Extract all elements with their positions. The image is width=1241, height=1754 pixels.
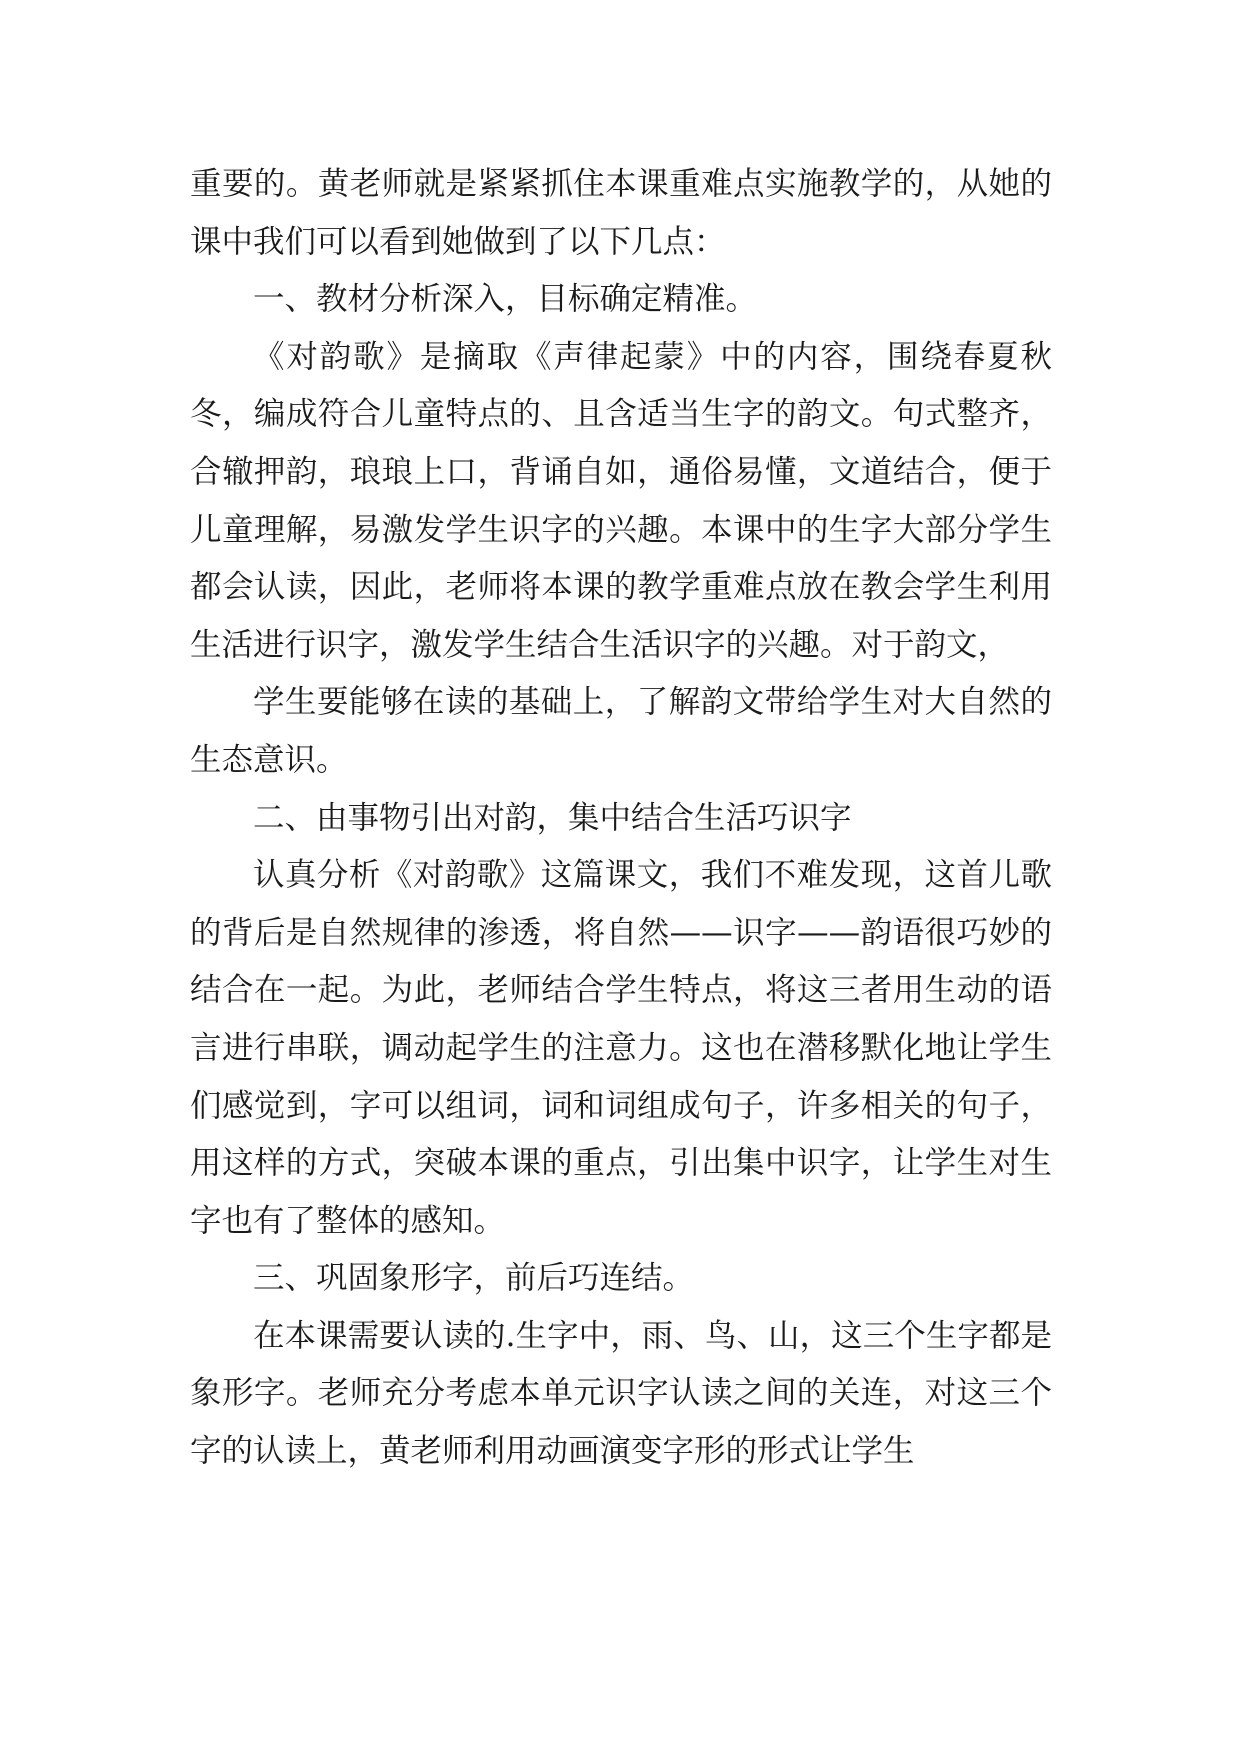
paragraph-intro: 重要的。黄老师就是紧紧抓住本课重难点实施教学的，从她的课中我们可以看到她做到了以下几点： [190,166,1052,260]
paragraph-pictographs: 在本课需要认读的.生字中，雨、鸟、山，这三个生字都是象形字。老师充分考虑本单元识字认读之间的关连，对这三个字的认读上，黄老师利用动画演变字形的形式让学生 [190,1317,1052,1470]
document-body [190,156,1052,1481]
paragraph-textbook-analysis: 《对韵歌》是摘取《声律起蒙》中的内容，围绕春夏秋冬，编成符合儿童特点的、且含适当生字的韵文。句式整齐，合辙押韵，琅琅上口，背诵自如，通俗易懂，文道结合，便于儿童理解，易激发学生识字的兴趣。本课中的生字大部分学生都会认读，因此，老师将本课的教学重难点放在教会学生利用生活进行识字，激发学生结合生活识字的兴趣。对于韵文， [190,338,1052,663]
section-heading-1: 一、教材分析深入，目标确定精准。 [253,281,758,318]
section-heading-3: 三、巩固象形字，前后巧连结。 [253,1260,695,1297]
paragraph-life-literacy: 认真分析《对韵歌》这篇课文，我们不难发现，这首儿歌的背后是自然规律的渗透，将自然——识字——韵语很巧妙的结合在一起。为此，老师结合学生特点，将这三者用生动的语言进行串联，调动起学生的注意力。这也在潜移默化地让学生们感觉到，字可以组词，词和词组成句子，许多相关的句子，用这样的方式，突破本课的重点，引出集中识字，让学生对生字也有了整体的感知。 [190,857,1052,1239]
section-heading-2: 二、由事物引出对韵，集中结合生活巧识字 [253,799,852,836]
paragraph-ecological-awareness: 学生要能够在读的基础上，了解韵文带给学生对大自然的生态意识。 [190,684,1052,778]
